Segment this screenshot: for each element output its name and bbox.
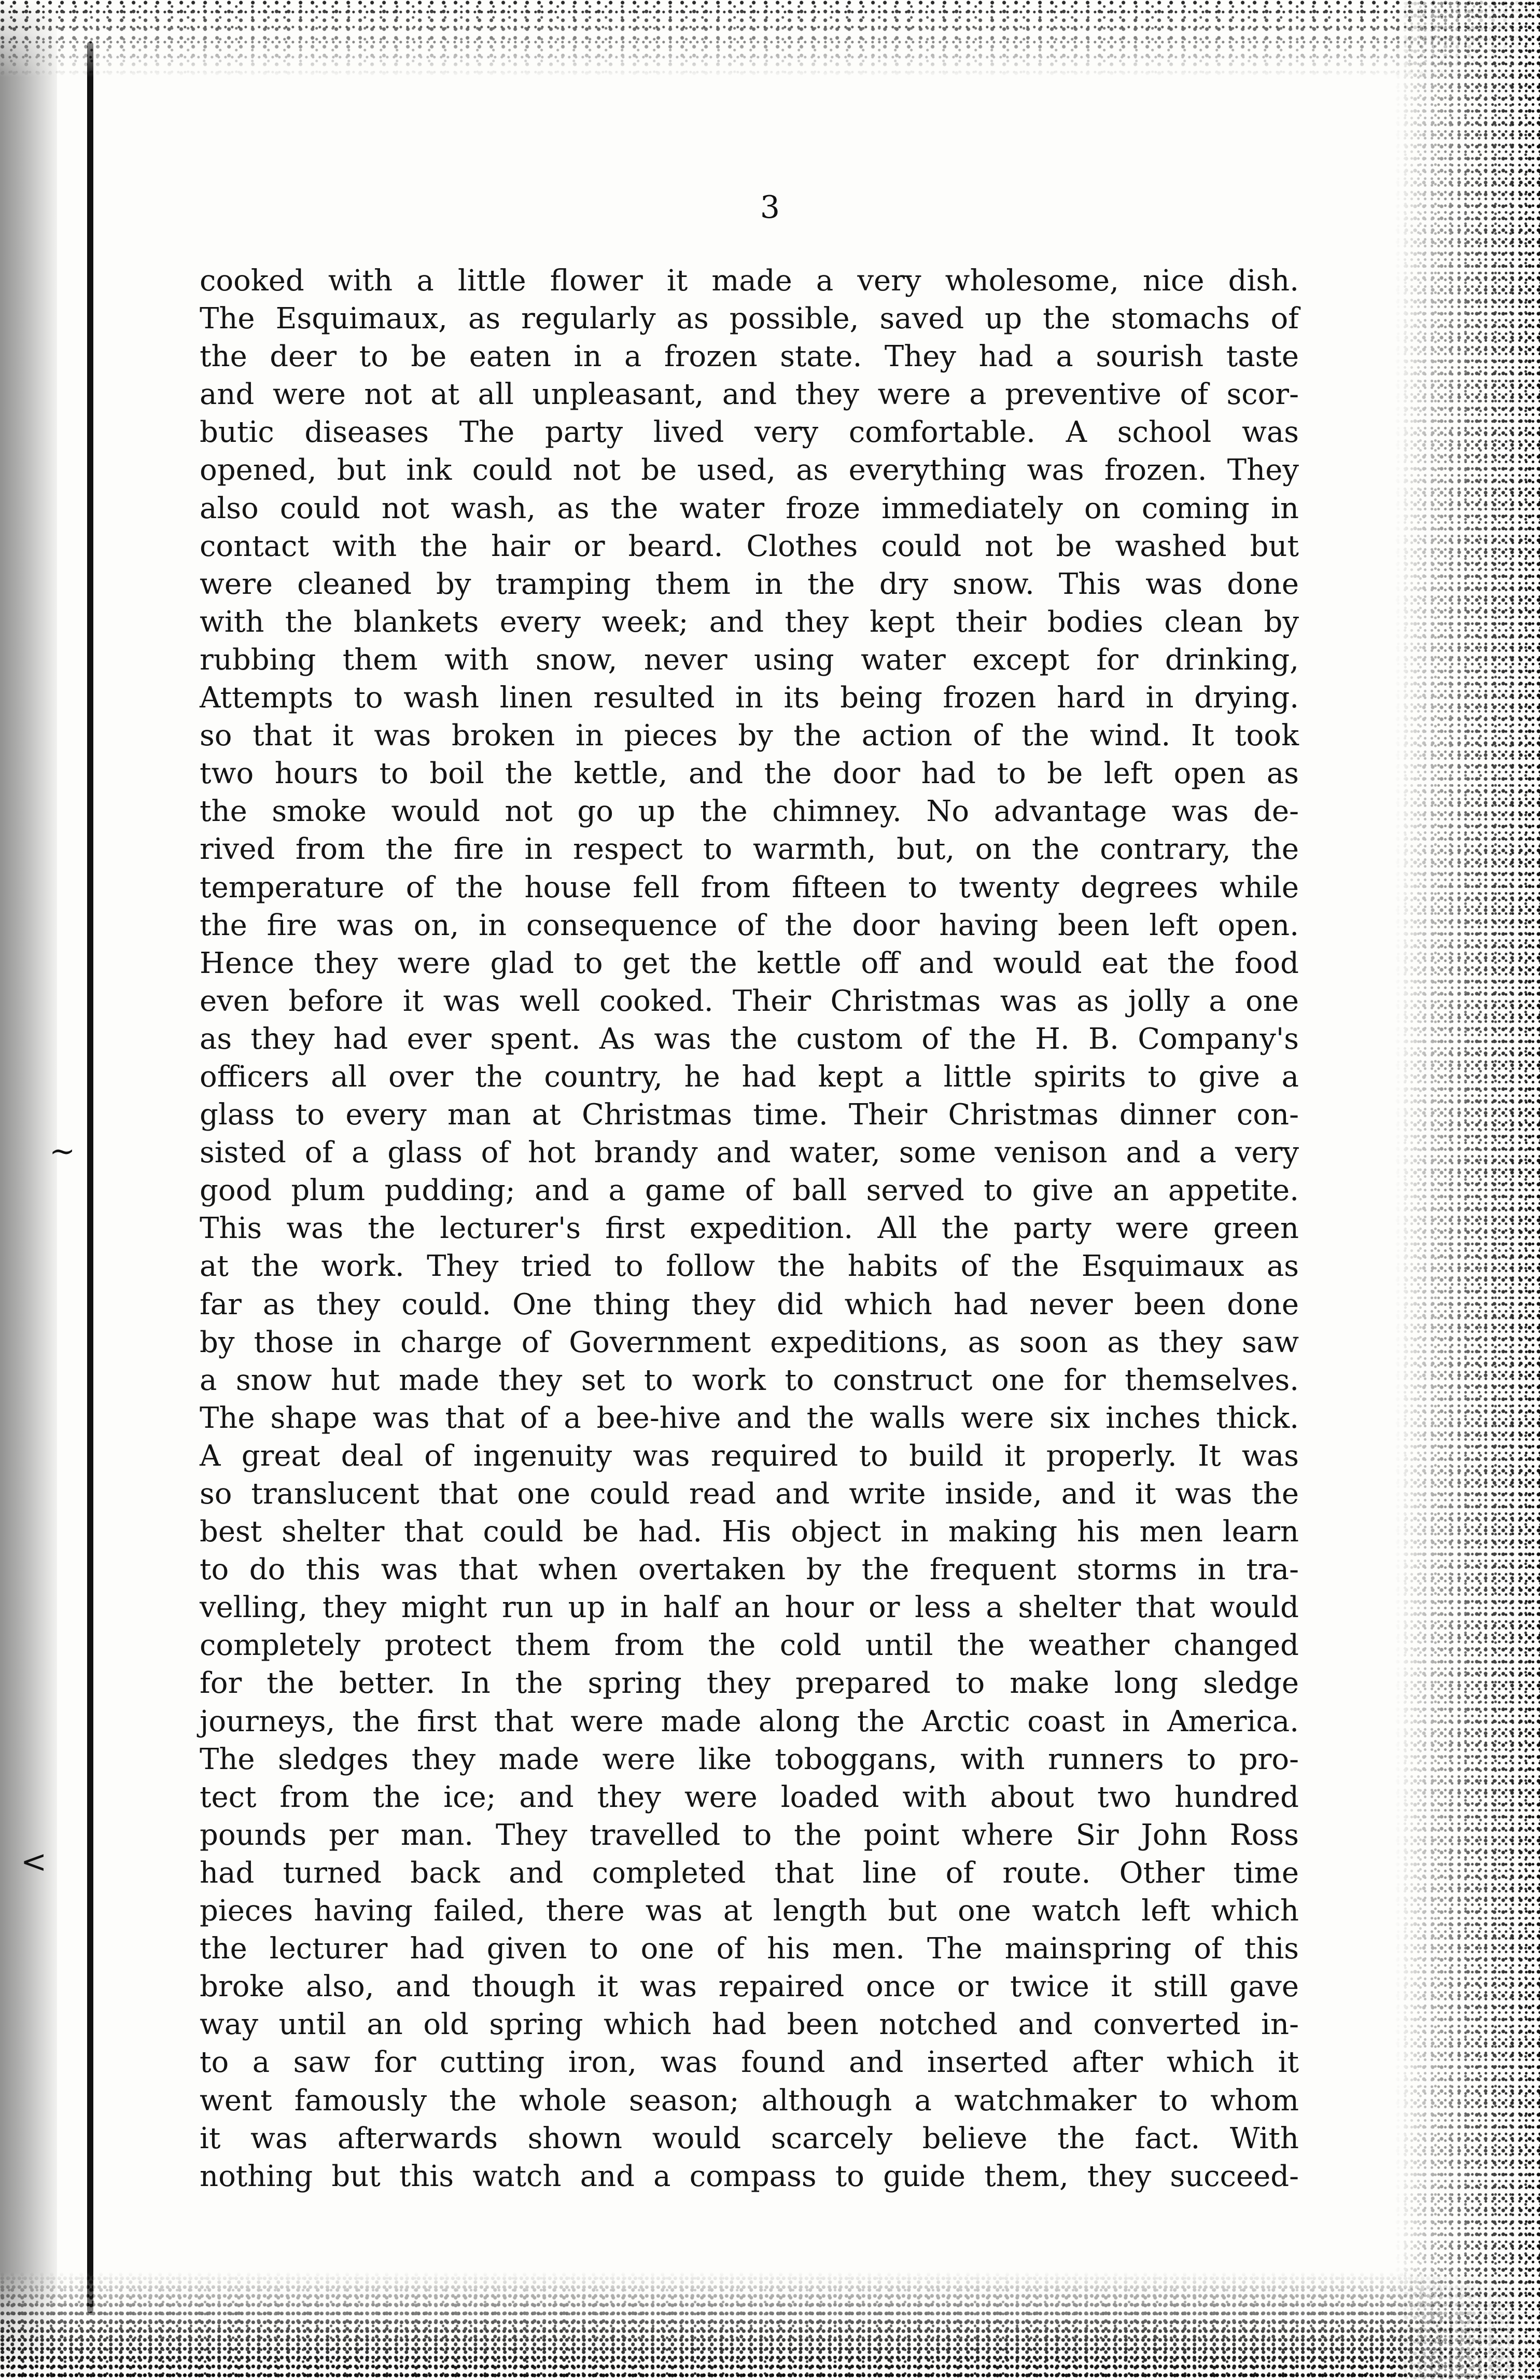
binding-edge-line	[87, 41, 93, 2313]
text-line: A great deal of ingenuity was required to build it properly. It was	[200, 1439, 1299, 1473]
text-line: Attempts to wash linen resulted in its being frozen hard in drying.	[200, 681, 1299, 715]
text-line: sisted of a glass of hot brandy and water, some venison and a very	[200, 1136, 1299, 1170]
text-line: as they had ever spent. As was the custom of the H. B. Company's	[200, 1022, 1299, 1056]
text-line: contact with the hair or beard. Clothes could not be washed but	[200, 529, 1299, 563]
text-line: at the work. They tried to follow the habits of the Esquimaux as	[200, 1249, 1299, 1284]
text-line: tect from the ice; and they were loaded with about two hundred	[200, 1780, 1299, 1814]
text-line: a snow hut made they set to work to construct one for themselves.	[200, 1363, 1299, 1397]
text-line: two hours to boil the kettle, and the door had to be left open as	[200, 757, 1299, 791]
text-line: for the better. In the spring they prepared to make long sledge	[200, 1666, 1299, 1701]
text-line: rubbing them with snow, never using water except for drinking,	[200, 643, 1299, 677]
text-line: far as they could. One thing they did which had never been done	[200, 1287, 1299, 1321]
text-line: pounds per man. They travelled to the point where Sir John Ross	[200, 1818, 1299, 1852]
text-line: The Esquimaux, as regularly as possible, saved up the stomachs of	[200, 302, 1299, 336]
text-line: butic diseases The party lived very comfortable. A school was	[200, 415, 1299, 450]
margin-mark: <	[21, 1844, 47, 1880]
text-line: The sledges they made were like toboggans, with runners to pro-	[200, 1742, 1299, 1776]
text-line: temperature of the house fell from fifteen to twenty degrees while	[200, 870, 1299, 904]
bottom-scan-noise	[0, 2272, 1540, 2380]
text-line: completely protect them from the cold until the weather changed	[200, 1629, 1299, 1663]
text-line: to do this was that when overtaken by the frequent storms in tra-	[200, 1553, 1299, 1587]
text-line: the deer to be eaten in a frozen state. They had a sourish taste	[200, 340, 1299, 374]
text-line: rived from the fire in respect to warmth, but, on the contrary, the	[200, 832, 1299, 867]
text-line: the smoke would not go up the chimney. No advantage was de-	[200, 795, 1299, 829]
body-text	[200, 262, 1299, 2195]
binding-shadow	[0, 0, 57, 2380]
text-line: were cleaned by tramping them in the dry snow. This was done	[200, 567, 1299, 601]
margin-mark: ~	[49, 1133, 76, 1170]
text-line: pieces having failed, there was at length but one watch left which	[200, 1894, 1299, 1928]
text-line: the fire was on, in consequence of the door having been left open.	[200, 908, 1299, 942]
text-line: glass to every man at Christmas time. Their Christmas dinner con-	[200, 1098, 1299, 1132]
text-line: officers all over the country, he had kept a little spirits to give a	[200, 1060, 1299, 1094]
text-line: and were not at all unpleasant, and they were a preventive of scor-	[200, 378, 1299, 412]
text-line: good plum pudding; and a game of ball served to give an appetite.	[200, 1174, 1299, 1208]
text-line: even before it was well cooked. Their Christmas was as jolly a one	[200, 984, 1299, 1018]
text-line: way until an old spring which had been notched and converted in-	[200, 2008, 1299, 2042]
text-line: best shelter that could be had. His object in making his men learn	[200, 1515, 1299, 1549]
text-line: journeys, the first that were made along the Arctic coast in America.	[200, 1704, 1299, 1738]
text-line: also could not wash, as the water froze immediately on coming in	[200, 491, 1299, 525]
text-line: went famously the whole season; although a watchmaker to whom	[200, 2083, 1299, 2118]
text-line: it was afterwards shown would scarcely believe the fact. With	[200, 2121, 1299, 2155]
text-line: velling, they might run up in half an hour or less a shelter that would	[200, 1591, 1299, 1625]
text-line: the lecturer had given to one of his men. The mainspring of this	[200, 1932, 1299, 1966]
text-line: cooked with a little flower it made a very wholesome, nice dish.	[200, 264, 1299, 298]
text-line: so translucent that one could read and write inside, and it was the	[200, 1477, 1299, 1511]
text-line: to a saw for cutting iron, was found and inserted after which it	[200, 2045, 1299, 2080]
text-line: The shape was that of a bee-hive and the walls were six inches thick.	[200, 1401, 1299, 1435]
top-scan-noise	[0, 0, 1540, 78]
text-line: by those in charge of Government expeditions, as soon as they saw	[200, 1325, 1299, 1359]
text-line: broke also, and though it was repaired once or twice it still gave	[200, 1970, 1299, 2004]
text-line: so that it was broken in pieces by the action of the wind. It took	[200, 719, 1299, 753]
text-line: nothing but this watch and a compass to guide them, they succeed-	[200, 2159, 1299, 2193]
text-line: opened, but ink could not be used, as everything was frozen. They	[200, 453, 1299, 488]
right-scan-noise	[1395, 0, 1540, 2380]
text-line: This was the lecturer's first expedition. All the party were green	[200, 1212, 1299, 1246]
text-line: had turned back and completed that line of route. Other time	[200, 1856, 1299, 1890]
text-line: Hence they were glad to get the kettle off and would eat the food	[200, 946, 1299, 980]
page-number: 3	[760, 189, 780, 226]
text-line: with the blankets every week; and they kept their bodies clean by	[200, 605, 1299, 639]
